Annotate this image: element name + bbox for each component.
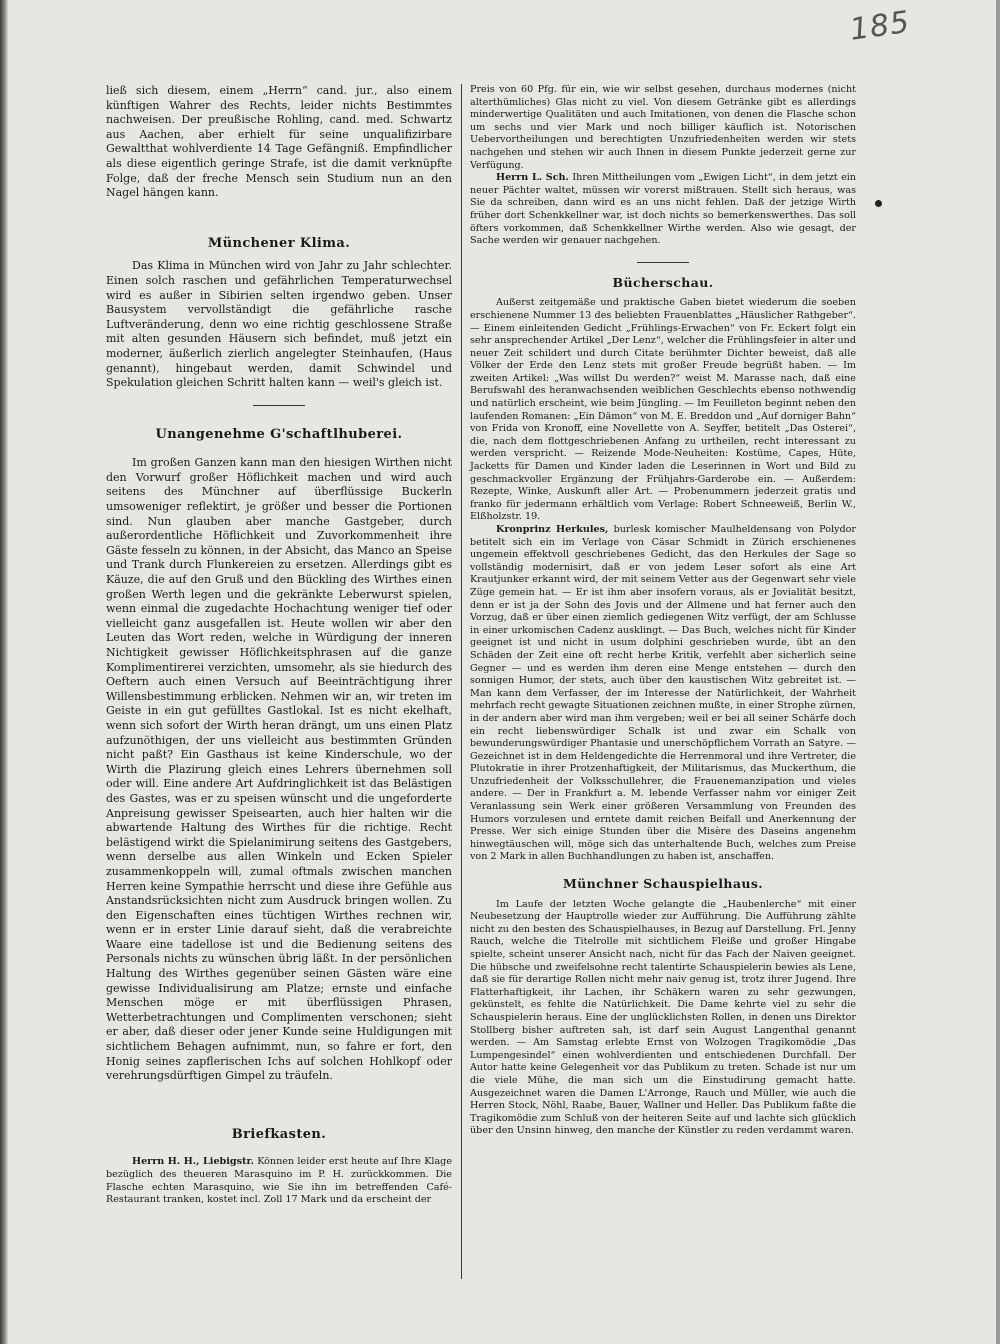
- heading-gschaftlhuberei: Unangenehme G'schaftlhuberei.: [155, 426, 403, 442]
- column-divider: [461, 84, 462, 1279]
- briefkasten-continuation: Preis von 60 Pfg. für ein, wie wir selbst gesehen, durchaus modernes (nicht alterthümliches) Glas nicht zu viel. Von diesem Getränke gibt es allerdings minderwertige Qualitäten und auch Imitationen, von denen die Flasche schon um sechs und vier Mark und noch billiger käuflich ist. Notorischen Uebervortheilungen und berechtigten Unzufriedenheiten werden wir stets nachgehen und stehen wir auch Ihnen in diesem Punkte jederzeit gerne zur Verfügung.: [470, 84, 856, 171]
- briefkasten-text-2: Ihren Mittheilungen vom „Ewigen Licht“, in dem jetzt ein neuer Pächter waltet, müssen wir vorerst mißtrauen. Stellt sich heraus, was Sie da schreiben, dann wird es an uns nicht fehlen. Daß der jetzige Wirth früher dort Schenkkellner war, ist doch nichts so bemerkenswerthes. Das soll öfters vorkommen, daß Schenkkellner Wirthe werden. Also wie gesagt, der Sache werden wir genauer nachgehen.: [470, 172, 856, 247]
- briefkasten-entry-2: [470, 172, 856, 248]
- briefkasten-text: Können leider erst heute auf Ihre Klage bezüglich des theueren Marasquino im P. H. zurückkommen. Die Flasche echten Marasquino, wie Sie ihn im betreffenden Café-Restaurant tranken, kostet incl. Zoll 17 Mark und da erscheint der: [106, 1156, 452, 1206]
- article-continuation: ließ sich diesem, einem „Herrn“ cand. jur., also einem künftigen Wahrer des Rechts, leider nichts Bestimmtes nachweisen. Der preußische Rohling, cand. med. Schwartz aus Aachen, aber erhielt für seine unqualifizirbare Gewaltthat wohlverdiente 14 Tage Gefängniß. Empfindlicher als diese eigentlich geringe Strafe, ist die damit verknüpfte Folge, daß der freche Mensch sein Studium nun an den Nagel hängen kann.: [106, 84, 452, 200]
- schauspielhaus-paragraph: Im Laufe der letzten Woche gelangte die „Haubenlerche“ mit einer Neubesetzung der Hauptrolle wieder zur Aufführung. Die Aufführung zählte nicht zu den besten des Schauspielhauses, in Bezug auf Darstellung. Frl. Jenny Rauch, welche die Titelrolle mit sichtlichem Fleiße und großer Hingabe spielte, scheint unserer Ansicht nach, nicht für das Fach der Naiven geeignet. Die hübsche und zweifelsohne recht talentirte Schauspielerin bewies als Lene, daß sie für derartige Rollen nicht mehr naiv genug ist, trotz ihrer Jugend. Ihre Flatterhaftigkeit, ihr Lachen, ihr Schäkern waren zu sehr gezwungen, gekünstelt, es fehlte die Natürlichkeit. Die Dame kehrte viel zu sehr die Schauspielerin heraus. Eine der unglücklichsten Rollen, in denen uns Direktor Stollberg bisher auftreten sah, ist darf sein August Langenthal genannt werden. — Am Samstag erlebte Ernst von Wolzogen Tragikomödie „Das Lumpengesindel“ einen wohlverdienten und entschiedenen Durchfall. Der Autor hatte keine Gelegenheit vor das Publikum zu treten. Schade ist nur um die viele Mühe, die man sich um die Einstudirung gemacht hatte. Ausgezeichnet waren die Damen L'Arronge, Rauch und Müller, wie auch die Herren Stock, Nöhl, Raabe, Bauer, Wallner und Heller. Das Publikum faßte die Tragikomödie zum Schluß von der heiteren Seite auf und lachte sich glücklich über den Unsinn hinweg, den manche der Künstler zu reden verdammt waren.: [470, 898, 856, 1137]
- page-edge: [996, 0, 1000, 1344]
- buecherschau-paragraph-2: [470, 524, 856, 864]
- heading-schauspielhaus: Münchner Schauspielhaus.: [562, 876, 764, 892]
- klima-paragraph: Das Klima in München wird von Jahr zu Jahr schlechter. Einen solch raschen und gefährlichen Temperaturwechsel wird es außer in Sibirien selten irgendwo geben. Unser Bausystem vervollständigt die gefährliche rasche Luftveränderung, denn wo eine richtig geschlossene Straße mit alten gesunden Häusern sich befindet, muß jetzt ein moderner, äußerlich zierlich angelegter Steinhaufen, (Haus genannt), hingebaut werden, damit Schwindel und Spekulation gleichen Schritt halten kann — weil's gleich ist.: [106, 259, 452, 390]
- ink-dot: [875, 200, 882, 207]
- recipient-name-2: Herrn L. Sch.: [496, 172, 569, 184]
- buecherschau-text-2: burlesk komischer Maulheldensang von Polydor betitelt sich ein im Verlage von Cäsar Schmidt in Zürich erschienenes ungemein effektvoll geschriebenes Gedicht, das den Herkules der Sage so vollständig modernisirt, daß er von jedem Leser sofort als eine Art Krautjunker erkannt wird, der mit seinem Vetter aus der Gegenwart sehr viele Züge gemein hat. — Er ist ihm aber insofern voraus, als er Jovialität besitzt, denn er ist ja der Sohn des Jovis und der Allmene und hat ferner auch den Vorzug, daß er über einen ziemlich gediegenen Witz verfügt, der am Schlusse in einer urkomischen Cadenz ausklingt. — Das Buch, welches nicht für Kinder geeignet ist und nicht in usum dolphini geschrieben wurde, übt an den Schäden der Zeit eine oft recht herbe Kritik, verfehlt aber sicherlich seine Gegner — und es werden ihm deren eine Menge entstehen — durch den sonnigen Humor, der stets, auch über den kaustischen Witz gebreitet ist. — Man kann dem Verfasser, der im Interesse der Natürlichkeit, der Wahrheit mehrfach recht gewagte Situationen zeichnen mußte, in einer Strophe zürnen, in der andern aber wird man ihm vergeben; weil er bei all seiner Schärfe doch ein recht liebenswürdiger Schalk ist und zwar ein Schalk von bewunderungswürdiger Phantasie und unerschöpflichem Vorrath an Satyre. — Gezeichnet ist in dem Heldengedichte die Herrenmoral und ihre Vertreter, die Plutokratie in ihrer Protzenhaftigkeit, der Militarismus, das Muckerthum, die Unzufriedenheit der Volksschullehrer, die Frauenemanzipation und vieles andere. — Der in Frankfurt a. M. lebende Verfasser nahm vor einiger Zeit Veranlassung sein Werk einer größeren Versammlung von Freunden des Humors vorzulesen und erntete damit reichen Beifall und Anerkennung der Presse. Wer sich einige Stunden über die Misère des Daseins angenehm hinwegtäuschen will, möge sich das unterhaltende Buch, welches zum Preise von 2 Mark in allen Buchhandlungen zu haben ist, anschaffen.: [470, 524, 856, 863]
- right-column: [470, 84, 856, 1138]
- buecherschau-paragraph-1: Außerst zeitgemäße und praktische Gaben bietet wiederum die soeben erschienene Nummer 13 des beliebten Frauenblattes „Häuslicher Rathgeber“. — Einem einleitenden Gedicht „Frühlings-Erwachen“ von Fr. Eckert folgt ein sehr ansprechender Artikel „Der Lenz“, welcher die Frühlingsfeier in alter und neuer Zeit schildert und durch Citate berühmter Dichter beweist, daß alle Völker der Erde den Lenz stets mit großer Freude begrüßt haben. — Im zweiten Artikel: „Was willst Du werden?“ weist M. Marasse nach, daß eine Berufswahl des heranwachsenden weiblichen Geschlechts ebenso nothwendig und natürlich erscheint, wie beim Jüngling. — Im Feuilleton beginnt neben den laufenden Romanen: „Ein Dämon“ von M. E. Breddon und „Auf dorniger Bahn“ von Frida von Kronoff, eine Novellette von A. Seyffer, betitelt „Das Osterei“, die, nach dem flottgeschriebenen Anfang zu urtheilen, recht interessant zu werden verspricht. — Reizende Mode-Neuheiten: Kostüme, Capes, Hüte, Jacketts für Damen und Kinder laden die Leserinnen in Wort und Bild zu geschmackvoller Ergänzung der Frühjahrs-Garderobe ein. — Außerdem: Rezepte, Winke, Auskunft aller Art. — Probenummern jederzeit gratis und franko für jedermann erhältlich vom Verlage: Robert Schneeweiß, Berlin W., Elßholzstr. 19.: [470, 297, 856, 523]
- book-title: Kronprinz Herkules,: [496, 524, 609, 535]
- page-number: 185: [847, 4, 913, 48]
- briefkasten-entry: [106, 1156, 452, 1206]
- heading-muenchener-klima: Münchener Klima.: [207, 235, 351, 251]
- heading-briefkasten: Briefkasten.: [231, 1126, 327, 1142]
- recipient-name: Herrn H. H., Liebigstr.: [132, 1156, 254, 1168]
- binding-edge: [0, 0, 8, 1344]
- left-column: [106, 84, 452, 1207]
- gschaft-paragraph: Im großen Ganzen kann man den hiesigen Wirthen nicht den Vorwurf großer Höflichkeit machen und wird auch seitens des Münchner auf überflüssige Buckerln umsoweniger reflektirt, je größer und besser die Portionen sind. Nun glauben aber manche Gastgeber, durch außerordentliche Höflichkeit und Zuvorkommenheit ihre Gäste fesseln zu können, in der Absicht, das Manco an Speise und Trank durch Flunkereien zu ersetzen. Allerdings gibt es Käuze, die auf den Gruß und den Bückling des Wirthes einen großen Werth legen und die gekränkte Leberwurst spielen, wenn einmal die zugedachte Hochachtung weniger tief oder vielleicht ganz ausgefallen ist. Heute wollen wir aber den Leuten das Wort reden, welche in Würdigung der inneren Nichtigkeit gewisser Höflichkeitsphrasen auf die ganze Komplimentirerei verzichten, umsomehr, als sie hiedurch des Oeftern auch einen Versuch auf Beeinträchtigung ihrer Willensbestimmung erblicken. Nehmen wir an, wir treten im Geiste in ein gut gefülltes Gastlokal. Ist es nicht ekelhaft, wenn sich sofort der Wirth heran drängt, um uns einen Platz aufzunöthigen, der uns vielleicht aus bestimmten Gründen nicht paßt? Ein Gasthaus ist keine Kinderschule, wo der Wirth die Plazirung gleich eines Lehrers übernehmen soll oder will. Eine andere Art Aufdringlichkeit ist das Belästigen des Gastes, was er zu speisen wünscht und die ungeforderte Anpreisung gewisser Speisearten, auch hier halten wir die abwartende Haltung des Wirthes für die richtige. Recht belästigend wirkt die Spielanimirung seitens des Gastgebers, wenn derselbe aus allen Winkeln und Ecken Spieler zusammenkoppeln will, zumal oftmals zwischen manchen Herren keine Sympathie herrscht und diese ihre Gefühle aus Anstandsrücksichten nicht zum Ausdruck bringen wollen. Zu den Eigenschaften eines tüchtigen Wirthes rechnen wir, wenn er in erster Linie darauf sieht, daß die verabreichte Waare eine tadellose ist und die Bedienung seitens des Personals nichts zu wünschen übrig läßt. In der persönlichen Haltung des Wirthes gegenüber seinen Gästen wäre eine gewisse Individualisirung am Platze; ernste und einfache Menschen möge er mit überflüssigen Phrasen, Wetterbetrachtungen und Complimenten verschonen; sieht er aber, daß dieser oder jener Kunde seine Huldigungen mit sichtlichem Behagen aufnimmt, nun, so fahre er fort, den Honig seines zapflerischen Ichs auf solchen Hohlkopf oder verehrungsdürftigen Gimpel zu träufeln.: [106, 456, 452, 1083]
- heading-buecherschau: Bücherschau.: [612, 274, 714, 290]
